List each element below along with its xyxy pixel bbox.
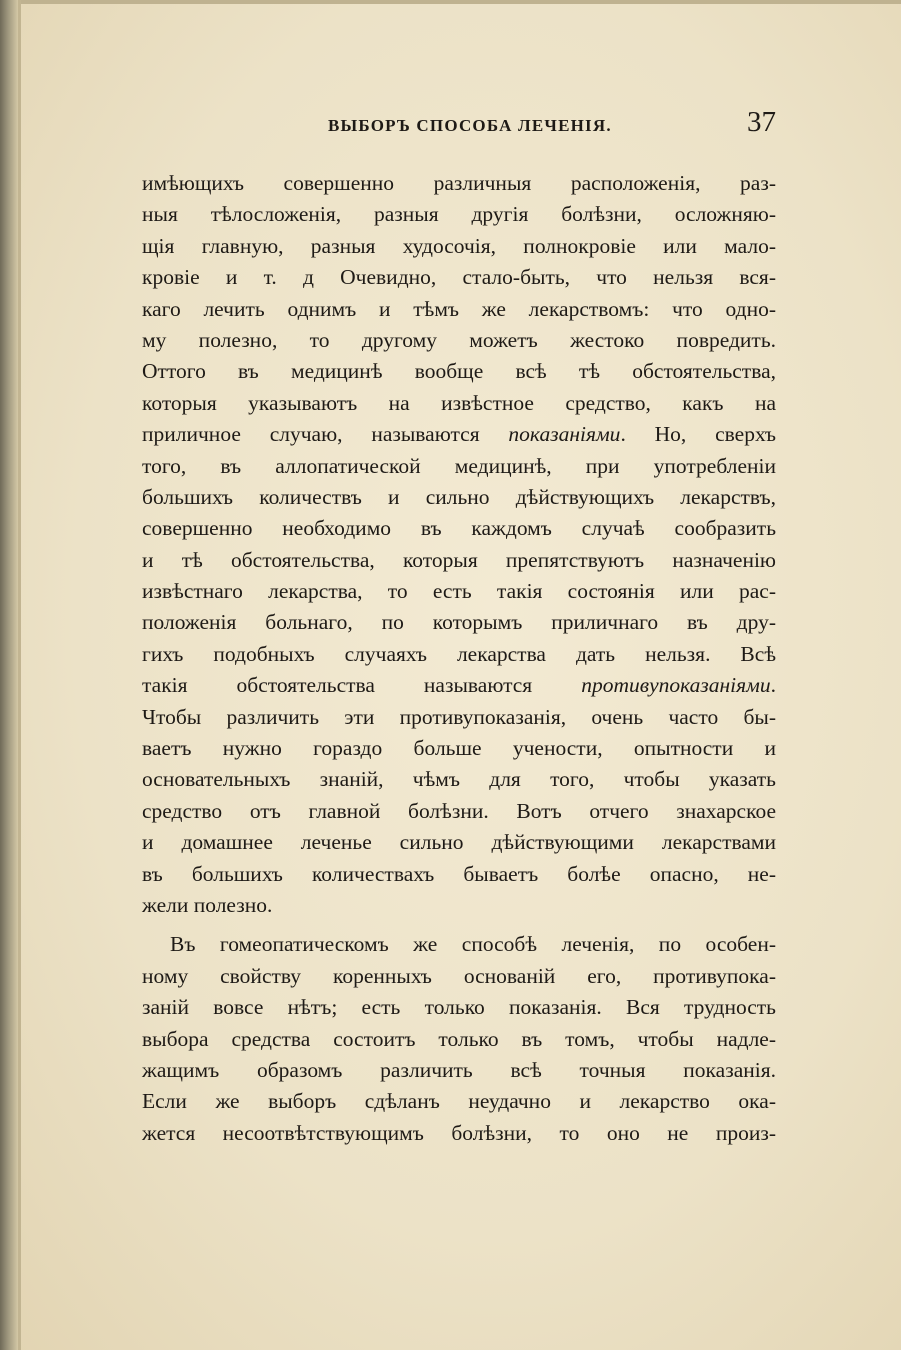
text-segment: приличное случаю, называются: [142, 422, 509, 447]
text-segment: .: [770, 673, 776, 698]
body-text: [142, 168, 776, 1149]
italic-term-protivupokazaniyami: противупоказаніями: [581, 673, 771, 698]
text-line: въ большихъ количествахъ бываетъ болѣе опасно, не-: [142, 861, 776, 886]
page-gutter-edge: [18, 0, 21, 1350]
text-line: и домашнее леченье сильно дѣйствующими лекарствами: [142, 830, 776, 855]
text-segment: такія обстоятельства называются: [142, 673, 582, 698]
text-line: выбора средства состоитъ только въ томъ, чтобы надле-: [142, 1026, 776, 1051]
text-line: жащимъ образомъ различить всѣ точныя показанія.: [142, 1057, 776, 1082]
paragraph-gap: [142, 921, 776, 929]
paragraph-2: [142, 929, 776, 1149]
text-line: заній вовсе нѣтъ; есть только показанія. Вся трудность: [142, 995, 776, 1020]
text-line: жется несоотвѣтствующимъ болѣзни, то оно не произ-: [142, 1120, 776, 1145]
running-header-title: ВЫБОРЪ СПОСОБА ЛЕЧЕНІЯ.: [328, 116, 612, 135]
text-line: совершенно необходимо въ каждомъ случаѣ сообразить: [142, 516, 776, 541]
text-line: извѣстнаго лекарства, то есть такія состоянія или рас-: [142, 579, 776, 604]
page-number: 37: [747, 106, 776, 138]
text-line: жели полезно.: [142, 892, 273, 917]
text-line: Если же выборъ сдѣланъ неудачно и лекарство ока-: [142, 1089, 776, 1114]
text-line: му полезно, то другому можетъ жестоко повредить.: [142, 327, 776, 352]
text-segment: . Но, сверхъ: [620, 422, 777, 447]
text-line: ному свойству коренныхъ основаній его, противупока-: [142, 963, 776, 988]
text-line: имѣющихъ совершенно различныя расположенія, раз-: [142, 171, 776, 195]
text-line: основательныхъ знаній, чѣмъ для того, чтобы указать: [142, 767, 776, 792]
page-top-edge: [0, 0, 901, 4]
text-line: которыя указываютъ на извѣстное средство, какъ на: [142, 390, 776, 415]
text-line: кровіе и т. д Очевидно, стало-быть, что нельзя вся-: [142, 265, 776, 290]
text-line: ваетъ нужно гораздо больше учености, опытности и: [142, 736, 776, 761]
text-line: средство отъ главной болѣзни. Вотъ отчего знахарское: [142, 798, 776, 823]
text-line: щія главную, разныя худосочія, полнокровіе или мало-: [142, 233, 776, 258]
text-line: ныя тѣлосложенія, разныя другія болѣзни, осложняю-: [142, 202, 776, 227]
italic-term-pokazaniyami: показаніями: [508, 422, 621, 447]
text-line: [142, 419, 776, 450]
text-line: Оттого въ медицинѣ вообще всѣ тѣ обстоятельства,: [142, 359, 776, 384]
text-line: того, въ аллопатической медицинѣ, при употребленіи: [142, 453, 776, 478]
text-line: положенія больнаго, по которымъ приличнаго въ дру-: [142, 610, 776, 635]
text-line: каго лечить однимъ и тѣмъ же лекарствомъ: что одно-: [142, 296, 776, 321]
text-line: [142, 670, 776, 701]
text-line: Чтобы различить эти противупоказанія, очень часто бы-: [142, 704, 776, 729]
text-line: гихъ подобныхъ случаяхъ лекарства дать нельзя. Всѣ: [142, 641, 776, 666]
book-spine-shadow: [0, 0, 18, 1350]
paragraph-1: [142, 168, 776, 921]
running-header: [140, 106, 780, 144]
text-line: Въ гомеопатическомъ же способѣ леченія, по особен-: [170, 932, 776, 957]
text-line: большихъ количествъ и сильно дѣйствующихъ лекарствъ,: [142, 484, 776, 509]
text-line: и тѣ обстоятельства, которыя препятствуютъ назначенію: [142, 547, 776, 572]
